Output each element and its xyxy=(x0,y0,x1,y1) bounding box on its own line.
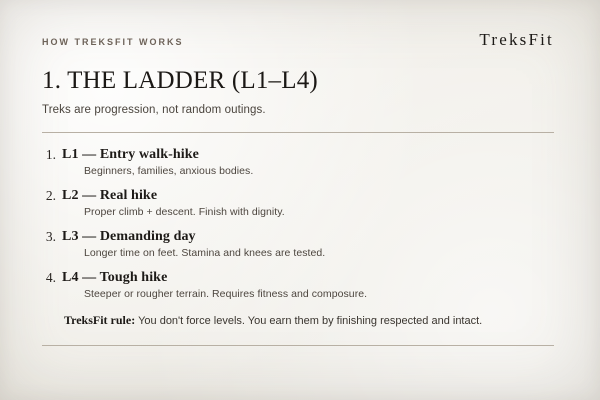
eyebrow-label: HOW TREKSFIT WORKS xyxy=(42,37,184,47)
list-item-heading: L2 — Real hike xyxy=(62,188,158,203)
divider-bottom xyxy=(42,345,554,346)
list-item xyxy=(45,229,554,259)
rule-note-text: You don't force levels. You earn them by finishing respected and intact. xyxy=(138,315,483,327)
list-item-number: 3. xyxy=(45,229,56,244)
list-item-description: Steeper or rougher terrain. Requires fitness and composure. xyxy=(84,288,368,300)
brand-wordmark: TreksFit xyxy=(479,30,554,49)
list-item xyxy=(45,188,554,218)
list-item xyxy=(45,270,554,300)
page-subtitle: Treks are progression, not random outings. xyxy=(42,104,266,116)
list-item-heading: L3 — Demanding day xyxy=(62,229,196,244)
list-item-heading: L4 — Tough hike xyxy=(62,270,168,285)
level-list xyxy=(42,147,554,300)
document-header xyxy=(42,30,554,50)
list-item-description: Proper climb + descent. Finish with dignity. xyxy=(84,206,285,218)
list-item-heading: L1 — Entry walk-hike xyxy=(62,147,199,162)
rule-note xyxy=(42,311,484,331)
list-item xyxy=(45,147,554,177)
list-item-description: Longer time on feet. Stamina and knees are tested. xyxy=(84,247,326,259)
list-item-number: 4. xyxy=(45,270,56,285)
rule-note-label: TreksFit rule: xyxy=(64,313,136,327)
divider-top xyxy=(42,132,554,133)
page-title: 1. THE LADDER (L1–L4) xyxy=(42,67,318,94)
list-item-number: 2. xyxy=(45,188,56,203)
list-item-number: 1. xyxy=(45,147,56,162)
list-item-description: Beginners, families, anxious bodies. xyxy=(84,165,254,177)
